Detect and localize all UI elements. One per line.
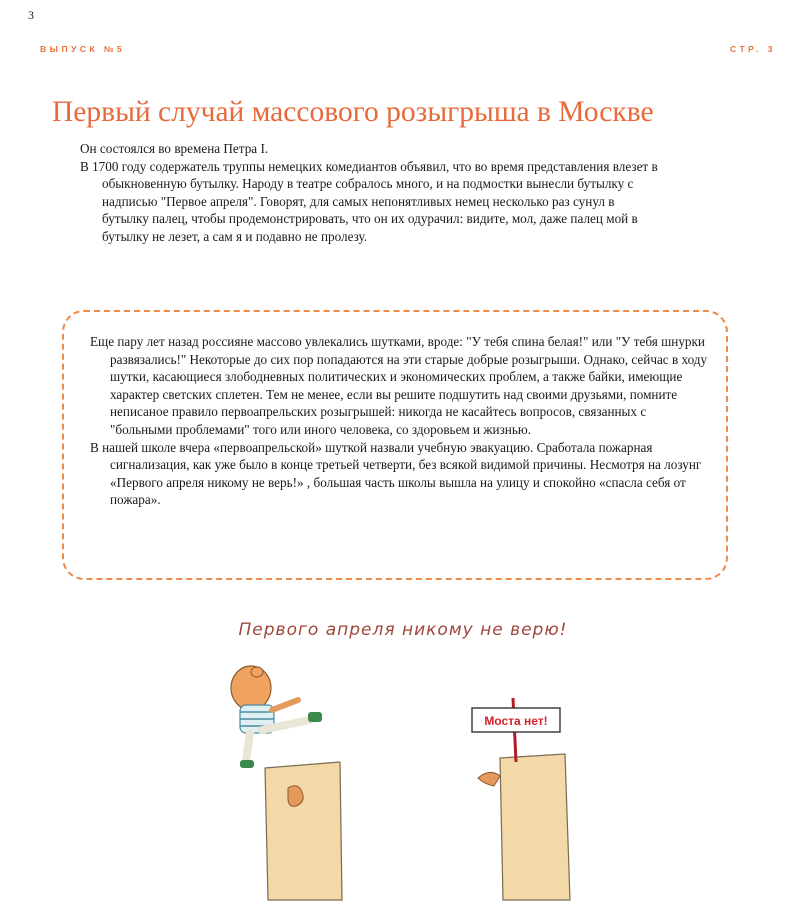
character-shoe (308, 712, 322, 722)
cartoon-caption: Первого апреля никому не верю! (238, 620, 568, 640)
left-hand (288, 786, 303, 807)
left-cliff (265, 762, 342, 900)
sign-text: Моста нет! (484, 714, 548, 728)
issue-label: ВЫПУСК №5 (40, 44, 126, 54)
boxed-text (90, 333, 710, 509)
right-cliff (500, 754, 570, 900)
article-title: Первый случай массового розыгрыша в Москве (52, 96, 654, 128)
intro-paragraph: Он состоялся во времена Петра I. (80, 141, 269, 156)
character-leg-back (246, 733, 250, 761)
page-reference: СТР. 3 (730, 44, 776, 54)
character-shoe (240, 760, 254, 768)
box-paragraph: Еще пару лет назад россияне массово увлекались шутками, вроде: "У тебя спина белая!" или "У тебя шнурки развязались!" Некоторые до сих пор попадаются на эти старые добрые розыгрыши. Однако, сейчас в ходу шутки, касающиеся злободневных политических и экономических проблем, а также байки, имеющие характер светских сплетен. Тем не менее, если вы решите подшутить над своими друзьями, помните неписаное правило первоапрельских розыгрышей: никогда не касайтесь вопросов, связанных с "больными проблемами" того или иного человека, со здоровьем и жизнью. (90, 334, 708, 437)
character-nose (251, 667, 263, 677)
cartoon-illustration (0, 650, 806, 901)
page-number: 3 (28, 8, 34, 22)
intro-paragraph: В 1700 году содержатель труппы немецких комедиантов объявил, что во время представления влезет в обыкновенную бутылку. Народу в театре собралось много, и на подмостки вынесли бутылку с надписью "Первое апреля". Говорят, для самых непонятливых немец несколько раз сунул в бутылку палец, чтобы продемонстрировать, что он их одурачил: видите, мол, даже палец мой в бутылку не лезет, а сам я и подавно не пролезу. (80, 158, 658, 244)
right-hand (478, 772, 500, 786)
article-intro (80, 140, 660, 246)
character-arm (272, 700, 298, 710)
box-paragraph: В нашей школе вчера «первоапрельской» шуткой назвали учебную эвакуацию. Сработала пожарная сигнализация, как уже было в конце третьей четверти, без всякой видимой причины. Несмотря на лозунг «Первого апреля никому не верь!» , большая часть школы вышла на улицу и спокойно «спасла себя от пожара». (90, 439, 702, 508)
